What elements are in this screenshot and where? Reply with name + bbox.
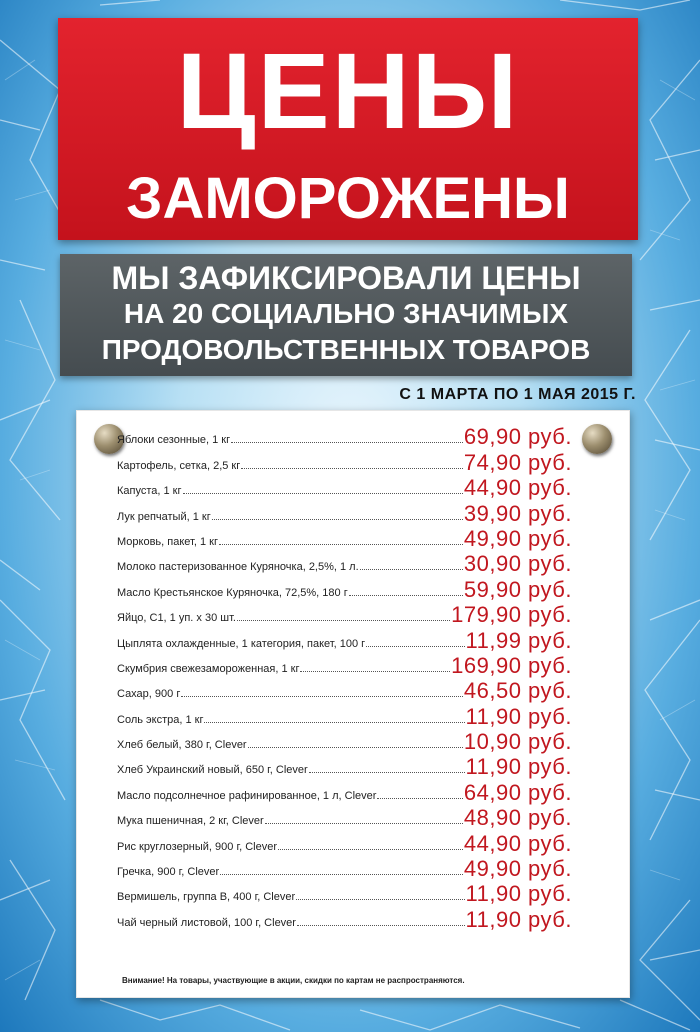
price-row xyxy=(117,576,572,601)
item-name: Масло Крестьянское Куряночка, 72,5%, 180 г xyxy=(117,586,348,599)
dot-leader xyxy=(248,747,463,748)
dot-leader xyxy=(349,595,463,596)
price-row xyxy=(117,602,572,627)
price-row xyxy=(117,653,572,678)
item-name: Масло подсолнечное рафинированное, 1 л, Clever xyxy=(117,789,377,802)
item-price: 39,90 руб. xyxy=(463,500,572,526)
item-price: 11,90 руб. xyxy=(465,703,572,729)
item-price: 64,90 руб. xyxy=(463,779,572,805)
item-name: Хлеб белый, 380 г, Clever xyxy=(117,739,247,752)
item-name: Гречка, 900 г, Clever xyxy=(117,866,220,879)
dot-leader xyxy=(297,925,465,926)
item-name: Хлеб Украинский новый, 650 г, Clever xyxy=(117,764,308,777)
dot-leader xyxy=(204,722,464,723)
price-row xyxy=(117,627,572,652)
item-price: 49,90 руб. xyxy=(463,856,572,882)
dot-leader xyxy=(296,899,464,900)
promo-period: С 1 МАРТА ПО 1 МАЯ 2015 Г. xyxy=(399,386,636,403)
item-price: 30,90 руб. xyxy=(463,551,572,577)
dot-leader xyxy=(231,442,463,443)
item-price: 169,90 руб. xyxy=(451,652,572,678)
item-price: 11,90 руб. xyxy=(465,881,572,907)
price-row xyxy=(117,906,572,931)
price-row xyxy=(117,856,572,881)
item-name: Молоко пастеризованное Куряночка, 2,5%, 1 л. xyxy=(117,561,359,574)
dot-leader xyxy=(278,849,463,850)
item-name: Лук репчатый, 1 кг xyxy=(117,510,211,523)
item-price: 48,90 руб. xyxy=(463,805,572,831)
item-price: 179,90 руб. xyxy=(451,602,572,628)
dot-leader xyxy=(265,823,463,824)
item-name: Картофель, сетка, 2,5 кг xyxy=(117,459,241,472)
price-row xyxy=(117,830,572,855)
item-name: Морковь, пакет, 1 кг xyxy=(117,535,218,548)
info-line-3: ПРОДОВОЛЬСТВЕННЫХ ТОВАРОВ xyxy=(101,334,591,365)
headline-subtitle: ЗАМОРОЖЕНЫ xyxy=(126,166,570,231)
price-row xyxy=(117,754,572,779)
dot-leader xyxy=(237,620,450,621)
item-name: Чай черный листовой, 100 г, Clever xyxy=(117,916,296,929)
headline-title: ЦЕНЫ xyxy=(176,30,520,151)
dot-leader xyxy=(181,696,463,697)
item-name: Мука пшеничная, 2 кг, Clever xyxy=(117,815,264,828)
item-price: 44,90 руб. xyxy=(463,475,572,501)
item-price: 49,90 руб. xyxy=(463,525,572,551)
info-line-1: МЫ ЗАФИКСИРОВАЛИ ЦЕНЫ xyxy=(111,260,581,296)
price-row xyxy=(117,526,572,551)
price-row xyxy=(117,500,572,525)
dot-leader xyxy=(300,671,450,672)
price-row xyxy=(117,424,572,449)
headline-banner xyxy=(58,18,638,240)
disclaimer-note: Внимание! На товары, участвующие в акции, скидки по картам не распространяются. xyxy=(122,976,465,985)
info-line-2: НА 20 СОЦИАЛЬНО ЗНАЧИМЫХ xyxy=(123,298,569,329)
item-price: 11,90 руб. xyxy=(465,906,572,932)
item-price: 46,50 руб. xyxy=(463,678,572,704)
item-name: Сахар, 900 г xyxy=(117,688,181,701)
item-name: Яйцо, С1, 1 уп. х 30 шт. xyxy=(117,612,236,625)
dot-leader xyxy=(183,493,463,494)
item-name: Скумбрия свежезамороженная, 1 кг xyxy=(117,662,300,675)
price-row xyxy=(117,449,572,474)
dot-leader xyxy=(219,544,463,545)
price-row xyxy=(117,779,572,804)
item-name: Соль экстра, 1 кг xyxy=(117,713,204,726)
price-row xyxy=(117,729,572,754)
dot-leader xyxy=(241,468,463,469)
price-row xyxy=(117,678,572,703)
item-name: Цыплята охлажденные, 1 категория, пакет, 100 г xyxy=(117,637,366,650)
item-price: 69,90 руб. xyxy=(463,424,572,450)
item-name: Вермишель, группа В, 400 г, Clever xyxy=(117,891,296,904)
price-row xyxy=(117,475,572,500)
price-row xyxy=(117,881,572,906)
item-name: Яблоки сезонные, 1 кг xyxy=(117,434,231,447)
item-price: 10,90 руб. xyxy=(463,729,572,755)
item-price: 11,99 руб. xyxy=(465,627,572,653)
item-name: Капуста, 1 кг xyxy=(117,485,182,498)
info-banner xyxy=(60,254,632,376)
dot-leader xyxy=(309,772,465,773)
item-price: 74,90 руб. xyxy=(463,449,572,475)
item-name: Рис круглозерный, 900 г, Clever xyxy=(117,840,278,853)
pushpin-icon xyxy=(582,424,612,454)
item-price: 44,90 руб. xyxy=(463,830,572,856)
item-price: 59,90 руб. xyxy=(463,576,572,602)
dot-leader xyxy=(360,569,463,570)
dot-leader xyxy=(377,798,462,799)
price-row xyxy=(117,805,572,830)
price-list xyxy=(117,424,572,932)
item-price: 11,90 руб. xyxy=(465,754,572,780)
dot-leader xyxy=(220,874,463,875)
price-row xyxy=(117,703,572,728)
dot-leader xyxy=(366,646,464,647)
dot-leader xyxy=(212,519,463,520)
price-row xyxy=(117,551,572,576)
